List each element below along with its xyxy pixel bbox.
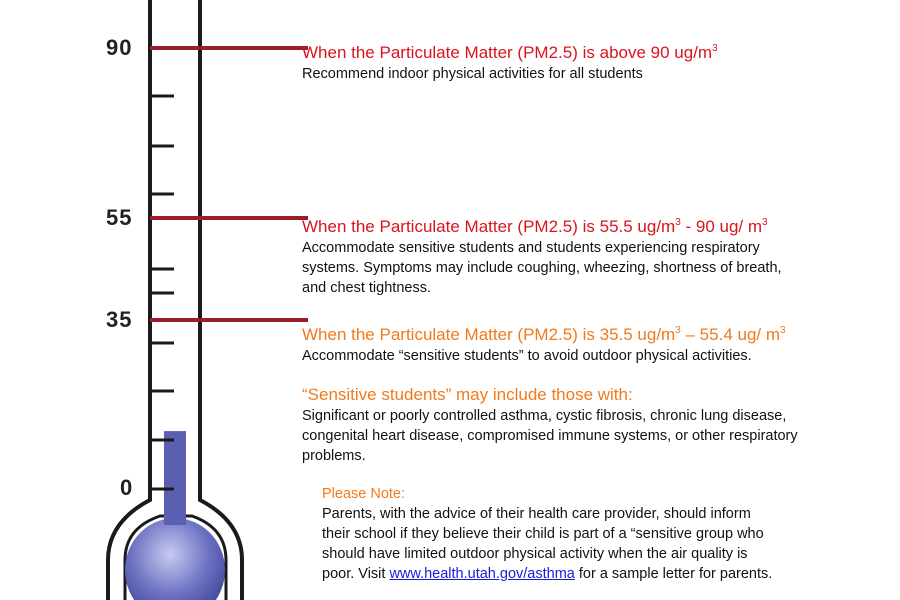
sensitive-students-body-line: problems. — [302, 448, 366, 464]
thermometer-bulb — [125, 518, 225, 600]
scale-label-90: 90 — [106, 35, 133, 60]
section-35-55 — [302, 324, 900, 366]
please-note-text: for a sample letter for parents. — [574, 566, 773, 582]
section-55-90 — [302, 216, 900, 298]
mercury-column — [164, 431, 186, 525]
please-note-block — [322, 484, 892, 584]
scale-label-55: 55 — [106, 205, 133, 230]
please-note-line: Parents, with the advice of their health care provider, should inform — [322, 506, 751, 522]
asthma-website-link[interactable]: www.health.utah.gov/asthma — [389, 566, 575, 582]
section-55-90-heading: When the Particulate Matter (PM2.5) is 55.5 $ug/m^3 - 90$ ug/ $m^3$ — [302, 217, 768, 236]
section-35-55-heading: When the Particulate Matter (PM2.5) is 35.5 $ug/m^3 - 55.4$ ug/ $m^3$ — [302, 325, 786, 344]
please-note-line: should have limited outdoor physical activity when the air quality is — [322, 546, 748, 562]
section-55-90-body-line: systems. Symptoms may include coughing, wheezing, shortness of breath, — [302, 260, 782, 276]
section-above-90 — [302, 42, 900, 84]
section-35-55-body: Accommodate “sensitive students” to avoid outdoor physical activities. — [302, 348, 752, 364]
sensitive-students-heading: “Sensitive students” may include those with: — [302, 385, 633, 404]
scale-label-35: 35 — [106, 307, 133, 332]
section-55-90-body-line: and chest tightness. — [302, 280, 431, 296]
please-note-text: poor. Visit — [322, 566, 390, 582]
section-above-90-body: Recommend indoor physical activities for all students — [302, 66, 643, 82]
section-55-90-body-line: Accommodate sensitive students and students experiencing respiratory — [302, 240, 760, 256]
please-note-line: their school if they believe their child is part of a “sensitive group who — [322, 526, 764, 542]
thermometer-graphic — [0, 0, 310, 600]
sensitive-students-body-line: Significant or poorly controlled asthma, cystic fibrosis, chronic lung disease, — [302, 408, 787, 424]
section-sensitive-students — [302, 384, 900, 466]
sensitive-students-body-line: congenital heart disease, compromised immune systems, or other respiratory — [302, 428, 798, 444]
please-note-last-line — [322, 564, 892, 584]
scale-label-0: 0 — [120, 475, 134, 500]
scale-ticks — [150, 96, 174, 489]
please-note-title: Please Note: — [322, 486, 406, 502]
section-above-90-heading: When the Particulate Matter (PM2.5) is above 90 $ug/m^3$ — [302, 43, 718, 62]
